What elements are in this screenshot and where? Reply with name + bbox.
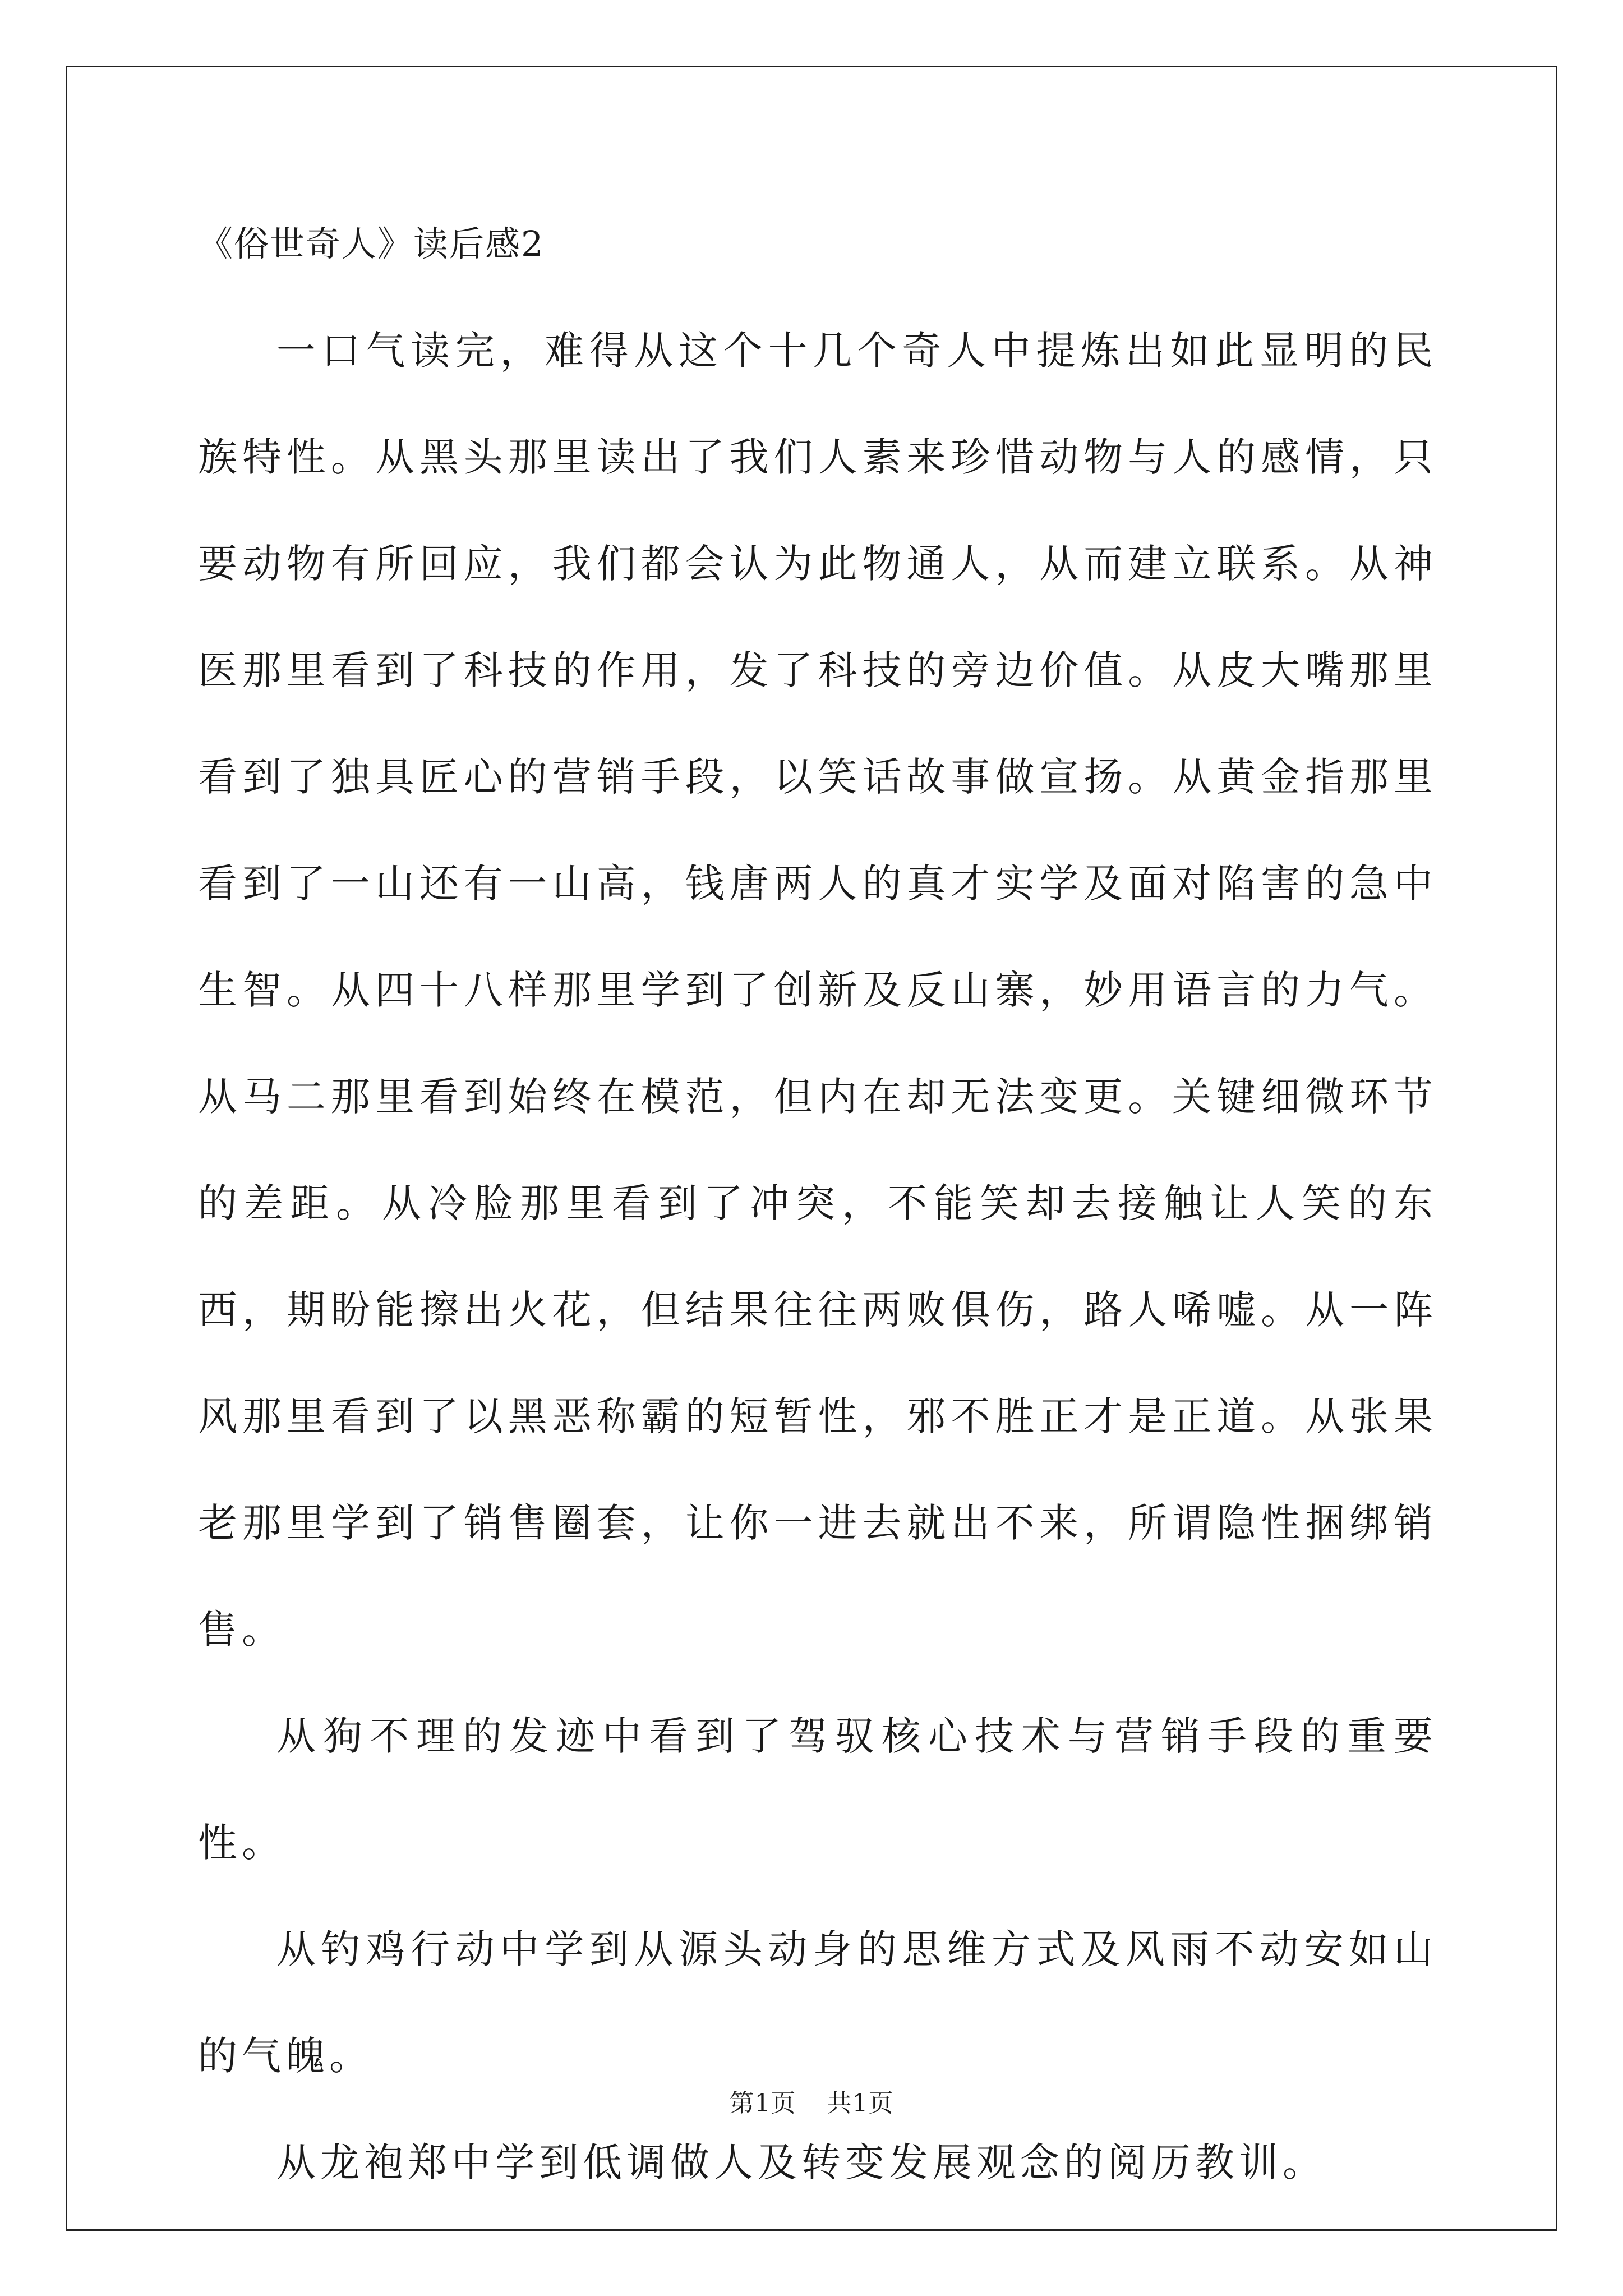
page-total: 共1页 [827, 2089, 894, 2118]
page-number: 第1页 [729, 2089, 796, 2118]
document-title: 《俗世奇人》读后感2 [198, 223, 545, 264]
document-body [198, 297, 1437, 2216]
paragraph-1: 一口气读完，难得从这个十几个奇人中提炼出如此显明的民族特性。从黑头那里读出了我们人素来珍惜动物与人的感情，只要动物有所回应，我们都会认为此物通人，从而建立联系。从神医那里看到了科技的作用，发了科技的旁边价值。从皮大嘴那里看到了独具匠心的营销手段，以笑话故事做宣扬。从黄金指那里看到了一山还有一山高，钱唐两人的真才实学及面对陷害的急中生智。从四十八样那里学到了创新及反山寨，妙用语言的力气。从马二那里看到始终在模范，但内在却无法变更。关键细微环节的差距。从冷脸那里看到了冲突，不能笑却去接触让人笑的东西，期盼能擦出火花，但结果往往两败俱伤，路人唏嘘。从一阵风那里看到了以黑恶称霸的短暂性，邪不胜正才是正道。从张果老那里学到了销售圈套，让你一进去就出不来，所谓隐性捆绑销售。 [198, 328, 1437, 1653]
paragraph-3: 从钓鸡行动中学到从源头动身的思维方式及风雨不动安如山的气魄。 [198, 1926, 1437, 2079]
paragraph-2: 从狗不理的发迹中看到了驾驭核心技术与营销手段的重要性。 [198, 1713, 1437, 1866]
paragraph-4: 从龙袍郑中学到低调做人及转变发展观念的阅历教训。 [276, 2139, 1326, 2185]
page-footer [0, 2087, 1623, 2120]
